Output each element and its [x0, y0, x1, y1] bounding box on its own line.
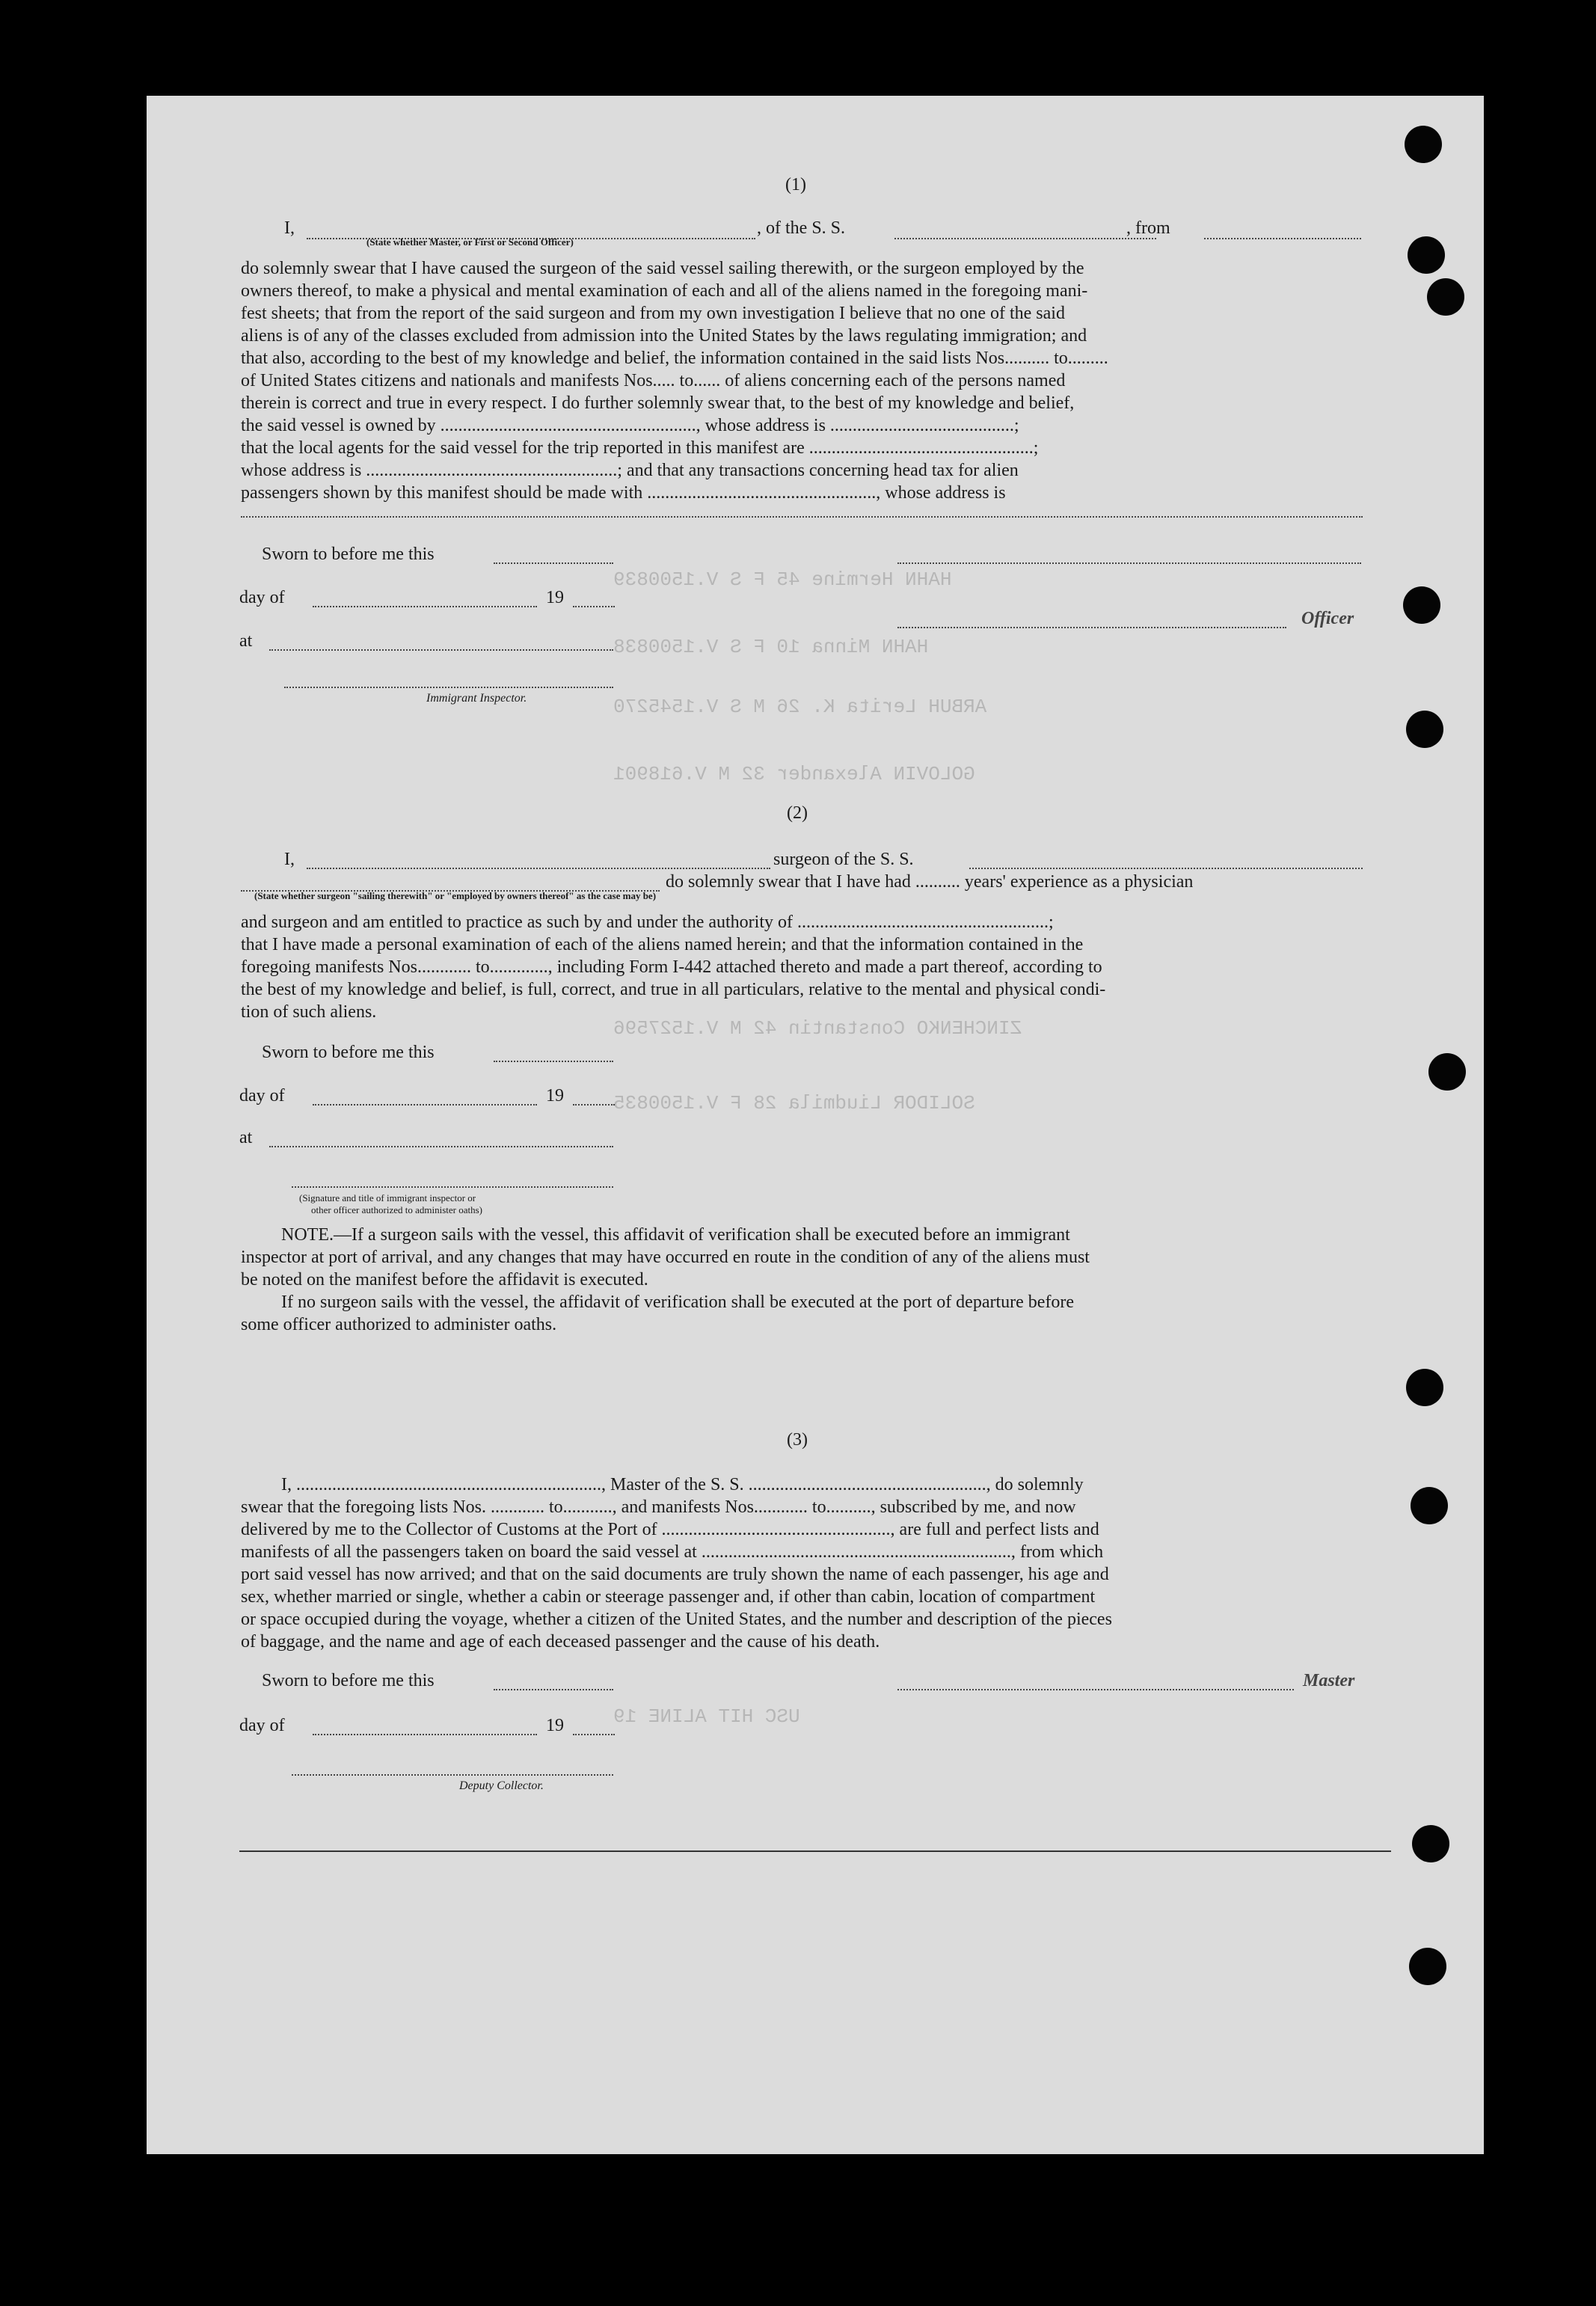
bleed-through-text: ZINCHENKO Constantin 42 M V.1527596 — [613, 1017, 1022, 1040]
surgeon-affidavit-line: and surgeon and am entitled to practice as such by and under the authority of ........................................................; — [241, 913, 1054, 932]
master-affidavit-line: swear that the foregoing lists Nos. ............ to..........., and manifests Nos............ to.........., subscribed by me, and now — [241, 1497, 1076, 1517]
fill-line — [313, 1734, 537, 1735]
binder-hole — [1411, 1487, 1448, 1524]
inspector-signature-line — [284, 687, 613, 688]
bleed-through-text: USC HIT ALINE 19 — [613, 1705, 800, 1728]
surgeon-of-ss-label: surgeon of the S. S. — [773, 850, 914, 869]
affidavit-line: owners thereof, to make a physical and mental examination of each and all of the aliens named in the foregoing mani- — [241, 281, 1088, 301]
surgeon-affidavit-line: foregoing manifests Nos............ to............., including Form I-442 attached thereto and made a part thereof, according to — [241, 957, 1102, 977]
master-signature-line — [897, 1689, 1294, 1690]
note-line: NOTE.—If a surgeon sails with the vessel, this affidavit of verification shall be executed before an immigrant — [281, 1225, 1070, 1245]
of-the-ss-label: , of the S. S. — [757, 218, 846, 238]
at-label: at — [239, 1128, 253, 1147]
binder-hole — [1406, 711, 1443, 748]
affidavit-line: that also, according to the best of my knowledge and belief, the information contained in the said lists Nos.......... to......... — [241, 349, 1108, 368]
bottom-rule — [239, 1850, 1391, 1852]
affidavit-line: the said vessel is owned by ........................................................., whose address is .........................................; — [241, 416, 1019, 435]
fill-line — [1204, 238, 1361, 239]
bleed-through-text: HAHN Hermine 45 F S V.1500839 — [613, 568, 952, 591]
from-label: , from — [1126, 218, 1170, 238]
affidavit-line: do solemnly swear that I have caused the surgeon of the said vessel sailing therewith, or the surgeon employed by the — [241, 259, 1084, 278]
binder-hole — [1412, 1825, 1449, 1862]
fill-line — [573, 606, 615, 607]
master-affidavit-line: port said vessel has now arrived; and that on the said documents are truly shown the name of each passenger, his age and — [241, 1565, 1109, 1584]
master-affidavit-line: of baggage, and the name and age of each deceased passenger and the cause of his death. — [241, 1632, 880, 1652]
binder-hole — [1406, 1369, 1443, 1406]
master-affidavit-line: manifests of all the passengers taken on board the said vessel at ....................................................................., from which — [241, 1542, 1104, 1562]
affidavit-line: aliens is of any of the classes excluded from admission into the United States by the laws regulating immigration; and — [241, 326, 1087, 346]
binder-hole — [1405, 126, 1442, 163]
affidavit-line: passengers shown by this manifest should be made with ..................................................., whose address is — [241, 483, 1006, 503]
fill-line — [313, 1104, 537, 1106]
binder-hole — [1409, 1948, 1446, 1985]
master-affidavit-line: I, ...................................................................., Master of the S. S. ....................................................., do solemnly — [281, 1475, 1084, 1494]
signature-caption: other officer authorized to administer oaths) — [311, 1204, 482, 1215]
day-of-label: day of — [239, 588, 285, 607]
surgeon-affidavit-line: that I have made a personal examination of each of the aliens named herein; and that the information contained in the — [241, 935, 1084, 954]
section-number: (3) — [787, 1430, 808, 1450]
bleed-through-text: GOLOVIN Alexander 32 M V.618901 — [613, 763, 975, 785]
surgeon-affidavit-line: tion of such aliens. — [241, 1002, 377, 1022]
sworn-label: Sworn to before me this — [262, 545, 435, 564]
officer-signature-line — [897, 627, 1286, 628]
fill-line — [494, 562, 613, 564]
surgeon-swear-line: do solemnly swear that I have had .......... years' experience as a physician — [666, 872, 1194, 892]
binder-hole — [1428, 1053, 1466, 1091]
surgeon-caption: (State whether surgeon "sailing therewith" or "employed by owners thereof" as the case may be) — [254, 890, 657, 901]
signature-caption: (Signature and title of immigrant inspector or — [299, 1192, 476, 1203]
fill-line — [313, 606, 537, 607]
collector-caption: Deputy Collector. — [459, 1779, 544, 1792]
fill-line — [573, 1734, 615, 1735]
master-affidavit-line: delivered by me to the Collector of Customs at the Port of ..................................................., are full and perfect lists and — [241, 1520, 1099, 1539]
note-line: inspector at port of arrival, and any changes that may have occurred en route in the condition of any of the aliens must — [241, 1248, 1090, 1267]
fill-line — [269, 1146, 613, 1147]
fill-line — [494, 1689, 613, 1690]
affidavit-line: that the local agents for the said vessel for the trip reported in this manifest are ..................................................; — [241, 438, 1039, 458]
year-label: 19 — [546, 1086, 564, 1106]
section-number: (2) — [787, 803, 808, 823]
fill-line — [307, 868, 770, 869]
officer-label: Officer — [1301, 609, 1354, 628]
inspector-caption: Immigrant Inspector. — [426, 692, 527, 705]
binder-hole — [1403, 586, 1440, 624]
fill-line — [894, 238, 1156, 239]
day-of-label: day of — [239, 1086, 285, 1106]
master-affidavit-line: or space occupied during the voyage, whether a citizen of the United States, and the number and description of the pieces — [241, 1610, 1112, 1629]
master-affidavit-line: sex, whether married or single, whether a cabin or steerage passenger and, if other than cabin, location of compartment — [241, 1587, 1096, 1607]
day-of-label: day of — [239, 1716, 285, 1735]
fill-line — [494, 1061, 613, 1062]
note-line: If no surgeon sails with the vessel, the affidavit of verification shall be executed at the port of departure before — [281, 1292, 1075, 1312]
affidavit-line: fest sheets; that from the report of the said surgeon and from my own investigation I believe that no one of the said — [241, 304, 1065, 323]
officer-caption: (State whether Master, or First or Second Officer) — [366, 236, 574, 248]
inspector-signature-line — [292, 1186, 613, 1188]
note-line: be noted on the manifest before the affidavit is executed. — [241, 1270, 648, 1290]
bleed-through-text: ARBUH Lerita K. 26 M S V.1545270 — [613, 696, 987, 718]
officer-line-start: I, — [284, 218, 295, 238]
bleed-through-text: HAHN Minna 10 F S V.1500838 — [613, 636, 929, 658]
section-number: (1) — [785, 175, 806, 194]
sworn-label: Sworn to before me this — [262, 1043, 435, 1062]
sworn-label: Sworn to before me this — [262, 1671, 435, 1690]
signature-line — [897, 562, 1361, 564]
fill-line — [269, 649, 613, 651]
bleed-through-text: SOLIDOR Liudmila 28 F V.1500835 — [613, 1092, 975, 1114]
master-label: Master — [1303, 1671, 1355, 1690]
fill-line — [573, 1104, 615, 1106]
year-label: 19 — [546, 1716, 564, 1735]
surgeon-line-start: I, — [284, 850, 295, 869]
year-label: 19 — [546, 588, 564, 607]
affidavit-line: of United States citizens and nationals and manifests Nos..... to...... of aliens concerning each of the persons named — [241, 371, 1066, 390]
binder-hole — [1408, 236, 1445, 274]
note-line: some officer authorized to administer oaths. — [241, 1315, 557, 1334]
fill-line — [241, 516, 1363, 518]
affidavit-line: whose address is ........................................................; and that any transactions concerning head tax for alien — [241, 461, 1019, 480]
fill-line — [969, 868, 1363, 869]
at-label: at — [239, 631, 253, 651]
affidavit-line: therein is correct and true in every respect. I do further solemnly swear that, to the best of my knowledge and belief, — [241, 393, 1075, 413]
surgeon-affidavit-line: the best of my knowledge and belief, is full, correct, and true in all particulars, relative to the mental and physical condi- — [241, 980, 1106, 999]
collector-signature-line — [292, 1774, 613, 1776]
binder-hole — [1427, 278, 1464, 316]
